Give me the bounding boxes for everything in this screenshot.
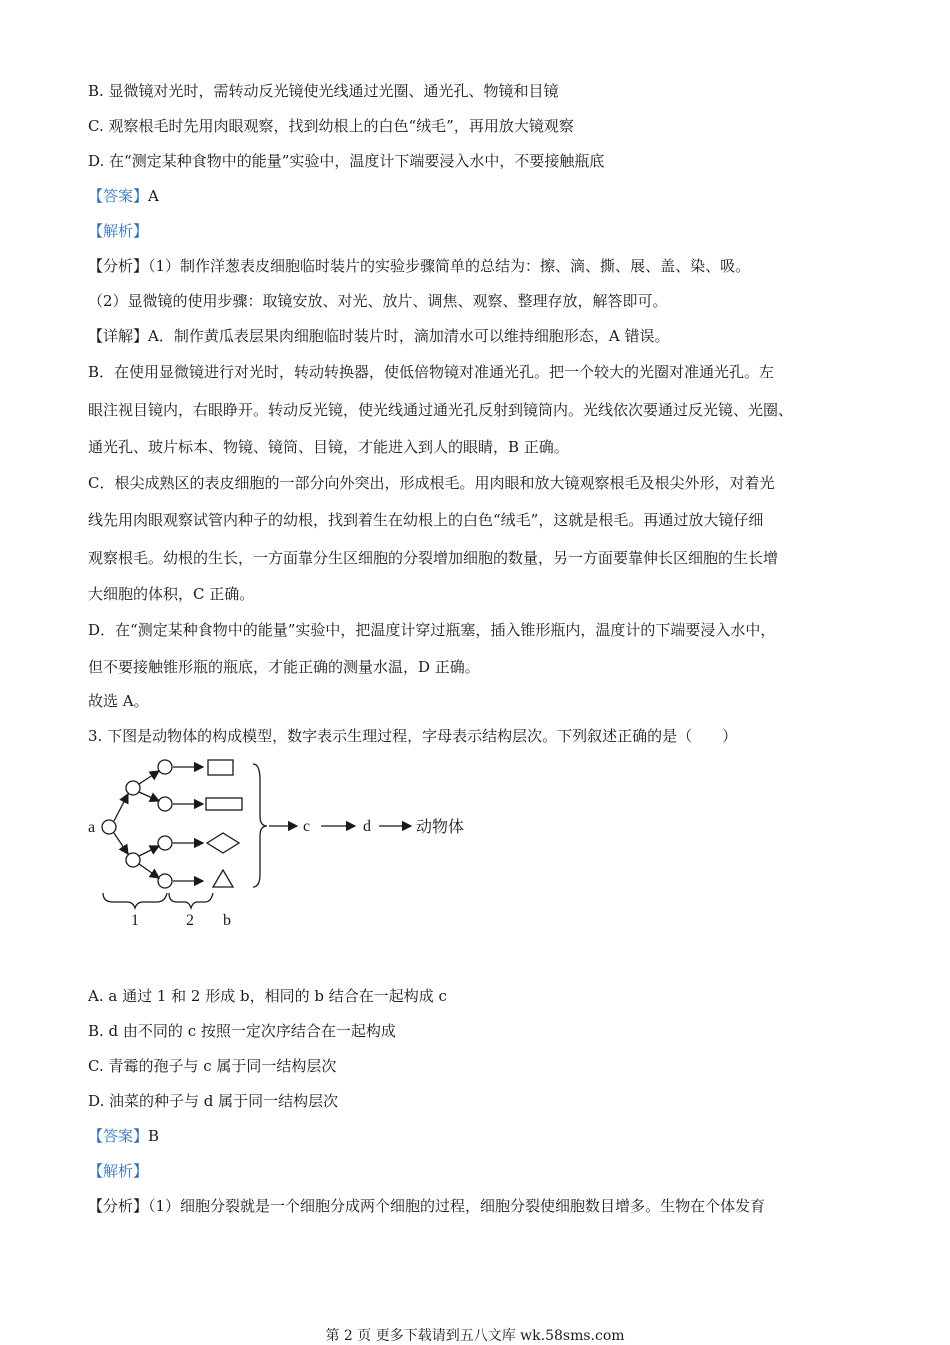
cell-level2-3 xyxy=(158,836,172,850)
answer-2 xyxy=(88,1126,159,1146)
cell-level1-top xyxy=(126,781,140,795)
fenxi-3 xyxy=(88,1196,765,1216)
xiangjie-text: A．制作黄瓜表层果肉细胞临时装片时，滴加清水可以维持细胞形态，A 错误。 xyxy=(148,327,670,345)
answer-tag: 【答案】 xyxy=(88,187,149,205)
option-d-line: D. 在“测定某种食物中的能量”实验中，温度计下端要浸入水中，不要接触瓶底 xyxy=(88,152,605,170)
cell-level2-2 xyxy=(158,797,172,811)
question-3: 3. 下图是动物体的构成模型，数字表示生理过程，字母表示结构层次。下列叙述正确的是（ ） xyxy=(88,727,738,745)
fenxi-text: （1）制作洋葱表皮细胞临时装片的实验步骤简单的总结为：擦、滴、撕、展、盖、染、吸。 xyxy=(148,257,751,275)
tissue-diamond xyxy=(207,833,239,853)
tissue-square xyxy=(208,760,233,775)
cell-a xyxy=(102,820,116,834)
xiangjie-a xyxy=(88,326,669,346)
brace-right xyxy=(253,764,267,887)
xiangjie-c3: 观察根毛。幼根的生长，一方面靠分生区细胞的分裂增加细胞的数量，另一方面要靠伸长区细胞的生长增 xyxy=(88,549,779,567)
option-b-line: B. 显微镜对光时，需转动反光镜使光线通过光圈、通光孔、物镜和目镜 xyxy=(88,82,559,100)
option-d: D. 油菜的种子与 d 属于同一结构层次 xyxy=(88,1092,339,1110)
option-a: A. a 通过 1 和 2 形成 b，相同的 b 结合在一起构成 c xyxy=(88,987,447,1005)
option-b: B. d 由不同的 c 按照一定次序结合在一起构成 xyxy=(88,1022,396,1040)
tissue-triangle xyxy=(213,870,233,887)
animal-structure-diagram xyxy=(85,750,485,930)
fenxi-2: （2）显微镜的使用步骤：取镜安放、对光、放片、调焦、观察、整理存放，解答即可。 xyxy=(88,292,668,310)
label-a: a xyxy=(88,819,96,836)
analysis-tag-1: 【解析】 xyxy=(88,222,149,240)
xiangjie-tag: 【详解】 xyxy=(88,327,149,345)
cell-level2-4 xyxy=(158,874,172,888)
brace-1 xyxy=(103,893,167,908)
label-1: 1 xyxy=(131,912,139,929)
label-b: b xyxy=(223,912,231,929)
tissue-rect xyxy=(206,798,242,810)
answer-value: A xyxy=(148,187,159,205)
option-c: C. 青霉的孢子与 c 属于同一结构层次 xyxy=(88,1057,337,1075)
xiangjie-b3: 通光孔、玻片标本、物镜、镜筒、目镜，才能进入到人的眼睛，B 正确。 xyxy=(88,438,569,456)
xiangjie-d2: 但不要接触锥形瓶的瓶底，才能正确的测量水温，D 正确。 xyxy=(88,658,480,676)
cell-level1-bottom xyxy=(126,853,140,867)
label-c: c xyxy=(303,818,311,835)
brace-2 xyxy=(169,893,213,908)
xiangjie-c1: C．根尖成熟区的表皮细胞的一部分向外突出，形成根毛。用肉眼和放大镜观察根毛及根尖外形，对着光 xyxy=(88,474,775,492)
xiangjie-b2: 眼注视目镜内，右眼睁开。转动反光镜，使光线通过通光孔反射到镜筒内。光线依次要通过反光镜、光圈、 xyxy=(88,401,794,419)
option-c-line: C. 观察根毛时先用肉眼观察，找到幼根上的白色“绒毛”，再用放大镜观察 xyxy=(88,117,574,135)
fenxi-1 xyxy=(88,256,750,276)
cell-level2-1 xyxy=(158,760,172,774)
xiangjie-d1: D．在“测定某种食物中的能量”实验中，把温度计穿过瓶塞，插入锥形瓶内，温度计的下端要浸入水中， xyxy=(88,621,776,639)
fenxi-tag: 【分析】 xyxy=(88,1197,149,1215)
label-animal: 动物体 xyxy=(416,817,465,836)
label-d: d xyxy=(363,818,371,835)
answer-tag: 【答案】 xyxy=(88,1127,149,1145)
xiangjie-c4: 大细胞的体积，C 正确。 xyxy=(88,585,255,603)
conclusion: 故选 A。 xyxy=(88,692,149,710)
fenxi-text: （1）细胞分裂就是一个细胞分成两个细胞的过程，细胞分裂使细胞数目增多。生物在个体发育 xyxy=(148,1197,766,1215)
xiangjie-c2: 线先用肉眼观察试管内种子的幼根，找到着生在幼根上的白色“绒毛”，这就是根毛。再通过放大镜仔细 xyxy=(88,511,764,529)
answer-value: B xyxy=(148,1127,160,1145)
page-footer: 第 2 页 更多下载请到五八文库 wk.58sms.com xyxy=(325,1328,625,1344)
analysis-tag-2: 【解析】 xyxy=(88,1162,149,1180)
label-2: 2 xyxy=(186,912,194,929)
answer-1 xyxy=(88,186,159,206)
xiangjie-b1: B．在使用显微镜进行对光时，转动转换器，使低倍物镜对准通光孔。把一个较大的光圈对准通光孔。左 xyxy=(88,363,775,381)
fenxi-tag: 【分析】 xyxy=(88,257,149,275)
